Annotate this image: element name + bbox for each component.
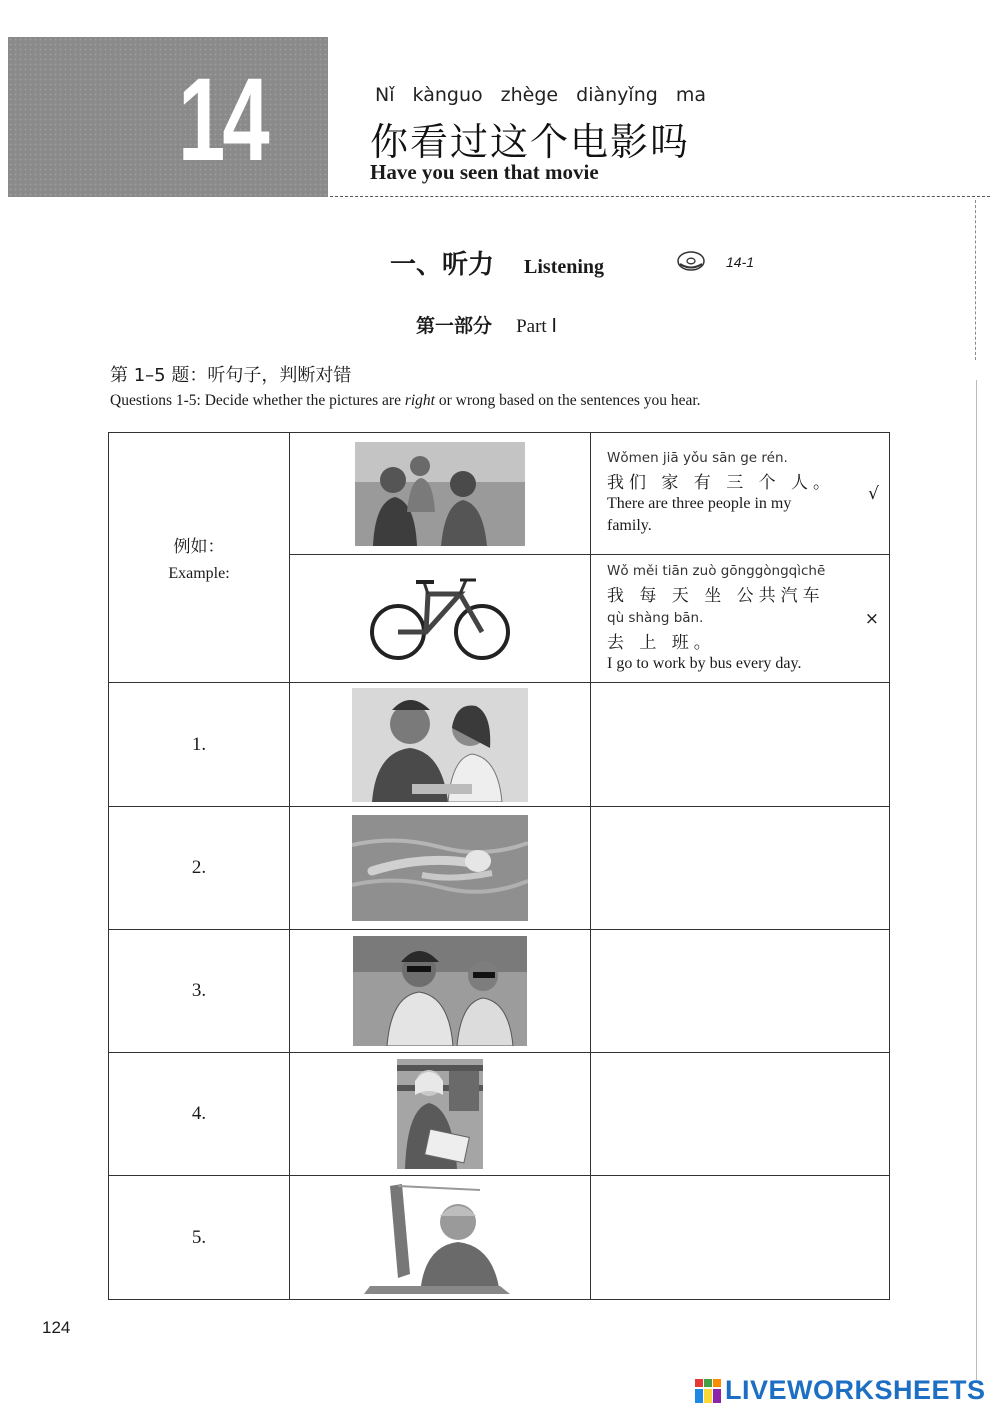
instructions-chinese: 第 1–5 题：听句子，判断对错 <box>110 365 352 386</box>
question-row <box>109 807 890 930</box>
title-pinyin: Nǐ kànguo zhège diànyǐng ma <box>375 84 706 106</box>
family-photo-picture <box>355 442 525 546</box>
example-row-1 <box>109 433 890 555</box>
section-heading <box>390 244 604 281</box>
question-2-answer-cell[interactable] <box>591 807 890 930</box>
question-1-picture-cell <box>290 683 591 807</box>
example-1-english: There are three people in my family. <box>607 495 792 534</box>
example-2-pinyin: Wǒ měi tiān zuò gōnggòngqìchē <box>607 562 826 579</box>
example-1-text-cell <box>591 433 890 555</box>
example-2-english: I go to work by bus every day. <box>607 654 802 672</box>
question-row <box>109 1176 890 1300</box>
part-title-english: Part Ⅰ <box>516 316 558 337</box>
header-divider <box>330 196 990 197</box>
example-2-chinese-2: 去 上 班。 <box>607 632 716 653</box>
title-english: Have you seen that movie <box>370 160 599 184</box>
liveworksheets-logo-icon <box>694 1377 722 1405</box>
part-title-chinese: 第一部分 <box>416 315 493 337</box>
couple-at-table-picture <box>352 688 528 802</box>
example-1-check-mark: √ <box>868 483 879 504</box>
example-label-english: Example: <box>168 565 230 582</box>
title-chinese: 你看过这个电影吗 <box>370 120 691 164</box>
question-number: 1. <box>109 683 290 807</box>
example-label <box>109 433 290 683</box>
example-2-picture-cell <box>290 555 591 683</box>
example-1-chinese: 我们 家 有 三 个 人。 <box>607 473 836 493</box>
question-5-picture-cell <box>290 1176 591 1300</box>
lesson-number: 14 <box>178 54 267 186</box>
question-3-picture-cell <box>290 930 591 1053</box>
question-number: 2. <box>109 807 290 930</box>
part-heading <box>416 311 557 338</box>
question-2-picture-cell <box>290 807 591 930</box>
question-4-picture-cell <box>290 1053 591 1176</box>
couple-sunglasses-picture <box>353 936 527 1046</box>
question-1-answer-cell[interactable] <box>591 683 890 807</box>
margin-divider <box>975 200 976 360</box>
example-2-text-cell <box>591 555 890 683</box>
example-2-chinese: 我 每 天 坐 公共汽车 <box>607 585 825 606</box>
audio-track-label: 14-1 <box>726 254 755 270</box>
example-2-pinyin-2: qù shàng bān. <box>607 609 704 626</box>
section-title-chinese: 一、听力 <box>390 250 495 280</box>
question-5-answer-cell[interactable] <box>591 1176 890 1300</box>
liveworksheets-watermark[interactable] <box>694 1375 986 1406</box>
example-1-pinyin: Wǒmen jiā yǒu sān ge rén. <box>607 450 788 466</box>
question-row <box>109 683 890 807</box>
question-row <box>109 1053 890 1176</box>
watermark-text: LIVEWORKSHEETS <box>725 1375 986 1405</box>
lesson-number-box <box>8 37 328 197</box>
boy-with-laptop-picture <box>360 1182 520 1294</box>
example-2-cross-mark: × <box>864 608 879 629</box>
swimmer-picture <box>352 815 528 921</box>
exercise-table <box>108 432 890 1300</box>
question-3-answer-cell[interactable] <box>591 930 890 1053</box>
cd-icon[interactable] <box>676 249 706 273</box>
page-edge-line <box>976 380 977 1380</box>
section-title-english: Listening <box>524 256 605 278</box>
question-4-answer-cell[interactable] <box>591 1053 890 1176</box>
example-1-picture-cell <box>290 433 591 555</box>
question-row <box>109 930 890 1053</box>
question-number: 4. <box>109 1053 290 1176</box>
woman-in-library-picture <box>397 1059 483 1169</box>
page-number: 124 <box>42 1318 71 1337</box>
example-label-chinese: 例如： <box>173 537 225 557</box>
question-number: 3. <box>109 930 290 1053</box>
instructions-english: Questions 1-5: Decide whether the pictures are right or wrong based on the sentences you hear. <box>110 392 701 409</box>
question-number: 5. <box>109 1176 290 1300</box>
bicycle-picture <box>368 574 513 664</box>
